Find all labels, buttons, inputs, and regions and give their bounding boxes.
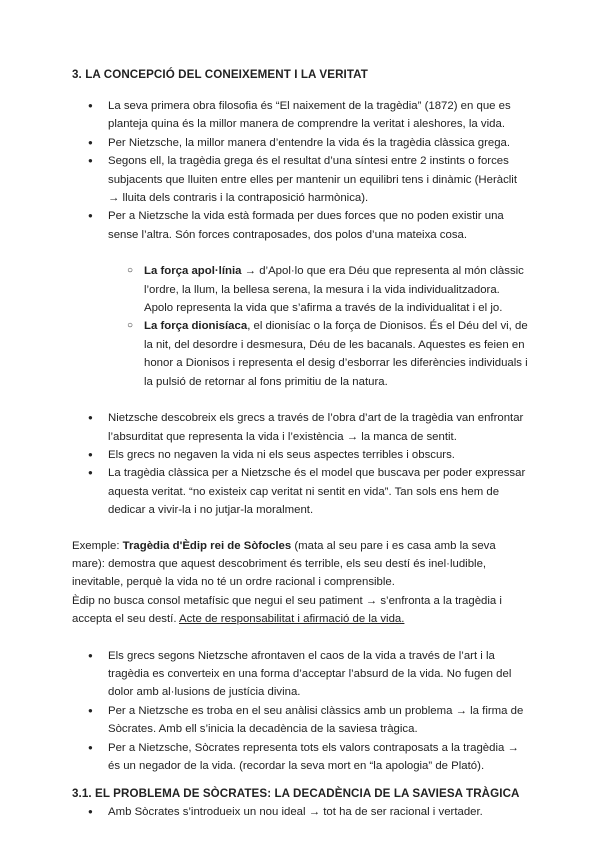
list-item: ● Els grecs no negaven la vida ni els seus aspectes terribles i obscurs.: [72, 446, 530, 464]
bullet-list-4: [72, 803, 530, 821]
list-item: ● La seva primera obra filosofia és “El naixement de la tragèdia” (1872) en que es planteja quina és la millor manera de comprendre la veritat i aleshores, la vida.: [72, 97, 530, 134]
force-apollonian-item: [72, 262, 530, 317]
force-dionysian-item: [72, 317, 530, 391]
bullet-list-1: [72, 97, 530, 244]
section-3-1-heading: 3.1. EL PROBLEMA DE SÒCRATES: LA DECADÈNCIA DE LA SAVIESA TRÀGICA: [72, 787, 520, 801]
list-item: ● Per a Nietzsche, Sòcrates representa tots els valors contraposats a la tragèdia → és un negador de la vida. (recordar la seva mort en “la apologia” de Plató).: [72, 739, 530, 776]
bullet-list-2: [72, 409, 530, 519]
list-item: ● Amb Sòcrates s’introdueix un nou ideal → tot ha de ser racional i vertader.: [72, 803, 530, 821]
force-description: , el dionisíac o la força de Dionisos. És el Déu del vi, de la nit, del desordre i desmesura, Déu de les bacanals. Aquestes es feien en honor a Dionisos i representa el desig d’esborrar les diferències individuals i la pulsió de retornar al fons primitiu de la natura.: [144, 320, 528, 388]
example-title: Tragèdia d'Èdip rei de Sòfocles: [122, 539, 292, 552]
list-item: ● La tragèdia clàssica per a Nietzsche és el model que buscava per poder expressar aquesta veritat. “no existeix cap veritat ni sentit en vida”. Tan sols ens hem de dedicar a vivir-la i no jutjar-la moralment.: [72, 464, 530, 519]
list-item: ● Per a Nietzsche la vida està formada per dues forces que no poden existir una sense l’altra. Són forces contraposades, dos polos d’una mateixa cosa.: [72, 207, 530, 244]
list-item: ● Segons ell, la tragèdia grega és el resultat d’una síntesi entre 2 instints o forces subjacents que lluiten entre elles per mantenir un equilibri tens i dinàmic (Heràclit → lluita dels contraris i la contraposició harmònica).: [72, 152, 530, 207]
force-name: La força apol·línia: [144, 265, 242, 278]
forces-sublist: [72, 262, 530, 391]
list-item: ● Per a Nietzsche es troba en el seu anàlisi clàssics amb un problema → la firma de Sòcrates. Amb ell s’inicia la decadència de la saviesa tràgica.: [72, 702, 530, 739]
example-paragraph: [72, 537, 530, 629]
example-underlined-conclusion: Acte de responsabilitat i afirmació de la vida.: [179, 613, 405, 626]
section-3-heading: 3. LA CONCEPCIÓ DEL CONEIXEMENT I LA VERITAT: [72, 68, 368, 81]
list-item: ● Els grecs segons Nietzsche afrontaven el caos de la vida a través de l’art i la tragèdia es converteix en una forma d’acceptar l’absurd de la vida. No fugen del dolor amb al·lusions de justícia divina.: [72, 647, 530, 702]
force-name: La força dionisíaca: [144, 320, 248, 333]
example-text-2: Èdip no busca consol metafísic que negui el seu patiment → s’enfronta a la tragèdia i accepta el seu destí.: [72, 594, 502, 626]
example-prefix: Exemple:: [72, 539, 123, 552]
document-page: [72, 66, 530, 822]
bullet-list-3: [72, 647, 530, 776]
example-text: (mata al seu pare i es casa amb la seva mare): demostra que aquest descobriment és terrible, els seu destí és inel·ludible, inevitable, perquè la vida no té un ordre racional i comprensible.: [72, 539, 496, 589]
list-item: ● Nietzsche descobreix els grecs a través de l’obra d’art de la tragèdia van enfrontar l’absurditat que representa la vida i l’existència → la manca de sentit.: [72, 409, 530, 446]
force-description: → d’Apol·lo que era Déu que representa al món clàssic l’ordre, la llum, la bellesa serena, la mesura i la vida individualitzadora. Apolo representa la vida que s’afirma a través de la individualitat i el jo.: [144, 265, 524, 315]
list-item: ● Per Nietzsche, la millor manera d’entendre la vida és la tragèdia clàssica grega.: [72, 134, 530, 152]
